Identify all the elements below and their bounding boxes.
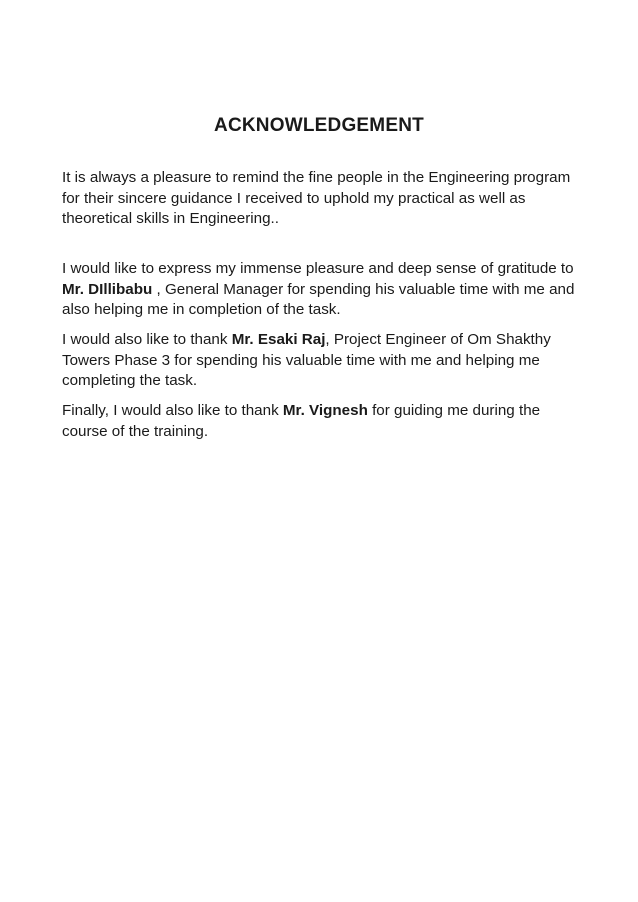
paragraph-tail-text: , General Manager for spending his valuable time with me and also helping me in completion of the task. — [62, 280, 575, 318]
person-name: Mr. Esaki Raj — [231, 331, 326, 348]
paragraph-general-manager — [62, 259, 582, 321]
paragraph-guide — [62, 401, 582, 442]
page-title: ACKNOWLEDGEMENT — [214, 115, 424, 136]
paragraph-lead-text: Finally, I would also like to thank — [62, 402, 283, 419]
paragraph-tail-text: for guiding me during the course of the training. — [62, 402, 541, 440]
paragraph-lead-text: I would like to express my immense pleasure and deep sense of gratitude to — [62, 260, 574, 277]
paragraph-tail-text: , Project Engineer of Om Shakthy Towers Phase 3 for spending his valuable time with me and helping me completing the task. — [62, 331, 551, 389]
paragraph-lead-text: I would also like to thank — [62, 331, 232, 348]
person-name: Mr. DIllibabu — [62, 280, 153, 298]
paragraph-project-engineer — [62, 330, 582, 392]
person-name: Mr. Vignesh — [282, 402, 368, 419]
paragraph-intro: It is always a pleasure to remind the fine people in the Engineering program for their sincere guidance I received to uphold my practical as well as theoretical skills in Engineering.. — [62, 169, 571, 227]
